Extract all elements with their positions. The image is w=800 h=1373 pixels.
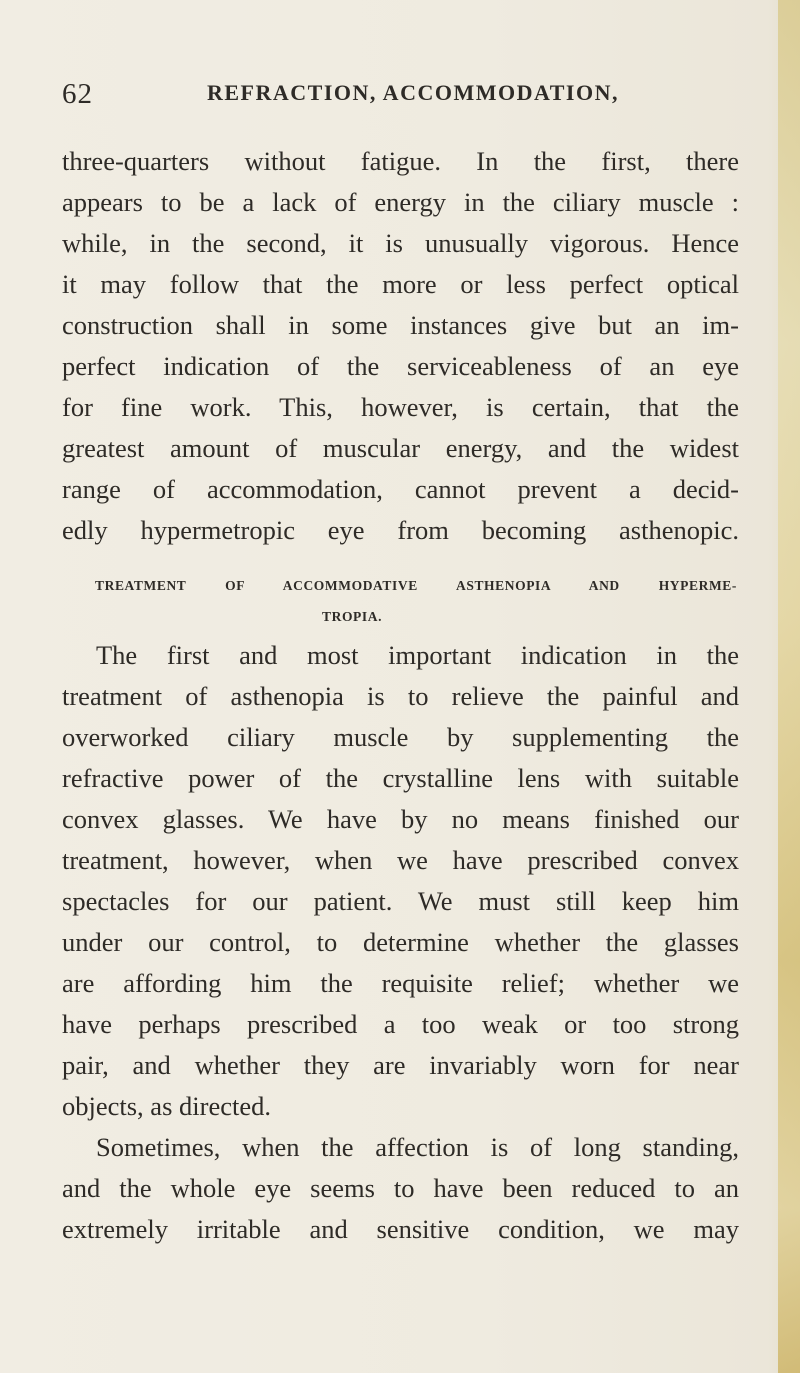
text-line: refractive power of the crystalline lens with suitable [62, 763, 739, 793]
text-line: for fine work. This, however, is certain, that the [62, 392, 739, 422]
running-head [62, 78, 622, 118]
text-line: have perhaps prescribed a too weak or too strong [62, 1009, 739, 1039]
text-line: range of accommodation, cannot prevent a decid- [62, 474, 739, 504]
page-number: 62 [62, 78, 93, 110]
text-line: while, in the second, it is unusually vigorous. Hence [62, 228, 739, 258]
text-line: spectacles for our patient. We must still keep him [62, 886, 739, 916]
text-line: and the whole eye seems to have been reduced to an [62, 1173, 739, 1203]
text-line: extremely irritable and sensitive condition, we may [62, 1214, 739, 1244]
text-line: objects, as directed. [62, 1091, 271, 1121]
text-line: construction shall in some instances give but an im- [62, 310, 739, 340]
text-line: treatment, however, when we have prescribed convex [62, 845, 739, 875]
text-line: appears to be a lack of energy in the ciliary muscle : [62, 187, 739, 217]
text-line: convex glasses. We have by no means finished our [62, 804, 739, 834]
text-line: The first and most important indication in the [96, 640, 739, 670]
text-line: Sometimes, when the affection is of long standing, [96, 1132, 739, 1162]
running-title: REFRACTION, ACCOMMODATION, [207, 80, 619, 105]
text-line: overworked ciliary muscle by supplementing the [62, 722, 739, 752]
section-heading-line-1: TREATMENT OF ACCOMMODATIVE ASTHENOPIA AND HYPERME- [95, 578, 737, 593]
text-line: greatest amount of muscular energy, and the widest [62, 433, 739, 463]
text-line: pair, and whether they are invariably worn for near [62, 1050, 739, 1080]
text-line: three-quarters without fatigue. In the first, there [62, 146, 739, 176]
text-line: perfect indication of the serviceableness of an eye [62, 351, 739, 381]
text-line: are affording him the requisite relief; whether we [62, 968, 739, 998]
text-line: edly hypermetropic eye from becoming asthenopic. [62, 515, 739, 545]
text-line: it may follow that the more or less perfect optical [62, 269, 739, 299]
text-line: treatment of asthenopia is to relieve the painful and [62, 681, 739, 711]
page-edge-stain [778, 0, 800, 1373]
section-heading-line-2: TROPIA. [322, 609, 383, 624]
text-line: under our control, to determine whether the glasses [62, 927, 739, 957]
